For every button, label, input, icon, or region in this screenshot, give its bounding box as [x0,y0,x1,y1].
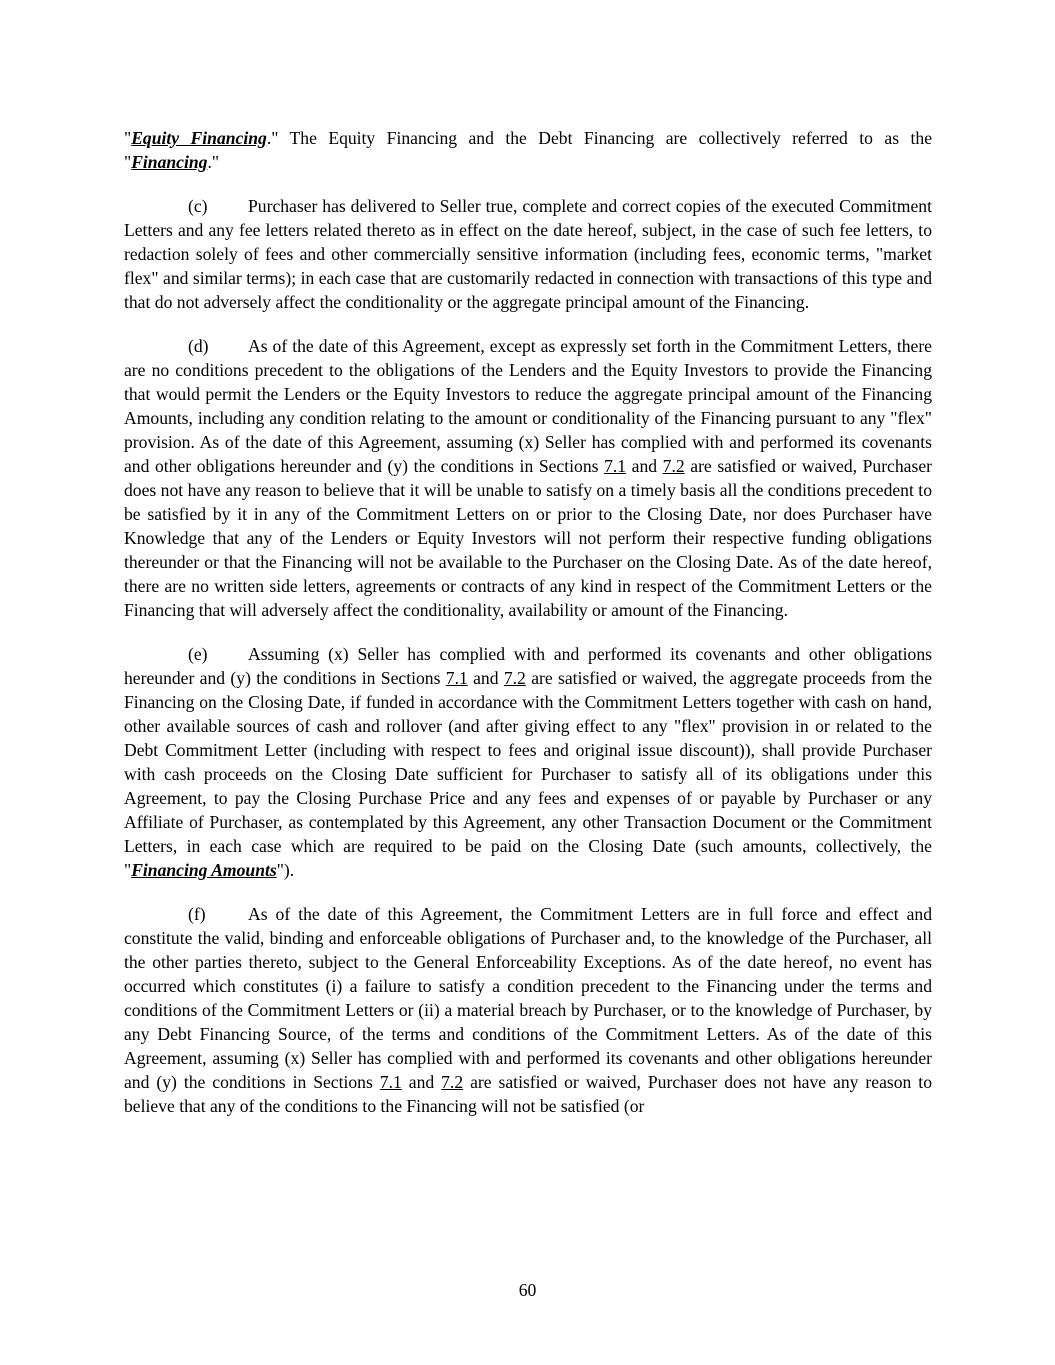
paragraph-label: (d) [188,336,209,356]
section-ref-7-2[interactable]: 7.2 [662,456,685,476]
paragraph-label: (f) [188,904,206,924]
section-ref-7-2[interactable]: 7.2 [503,668,526,688]
paragraph-f [124,902,932,1118]
text-run: and [467,668,504,688]
paragraph-text: Purchaser has delivered to Seller true, complete and correct copies of the executed Commitment Letters and any fee letters related thereto as in effect on the date hereof, subject, in the case of such fee letters, to redaction solely of fees and other commercially sensitive information (including fees, economic terms, "market flex" and similar terms); in each case that are customarily redacted in connection with transactions of this type and that do not adversely affect the conditionality or the aggregate principal amount of the Financing. [124,196,932,312]
section-ref-7-1[interactable]: 7.1 [604,456,627,476]
text-run: Assuming (x) Seller has complied with and performed its covenants and other obligations hereunder and (y) the conditions in Sections [124,644,932,688]
text-run: are satisfied or waived, the aggregate proceeds from the Financing on the Closing Date, if funded in accordance with the Commitment Letters together with cash on hand, other available sources of cash and rollover (and after giving effect to any "flex" provision in or related to the Debt Commitment Letter (including with respect to fees and original issue discount)), shall provide Purchaser with cash proceeds on the Closing Date sufficient for Purchaser to satisfy all of its obligations under this Agreement, to pay the Closing Purchase Price and any fees and expenses of or payable by Purchaser or any Affiliate of Purchaser, as contemplated by this Agreement, any other Transaction Document or the Commitment Letters, in each case which are required to be paid on the Closing Date (such amounts, collectively, the " [124,668,932,880]
text-run: As of the date of this Agreement, the Commitment Letters are in full force and effect and constitute the valid, binding and enforceable obligations of Purchaser and, to the knowledge of the Purchaser, all the other parties thereto, subject to the General Enforceability Exceptions. As of the date hereof, no event has occurred which constitutes (i) a failure to satisfy a condition precedent to the Financing under the terms and conditions of the Commitment Letters or (ii) a material breach by Purchaser, or to the knowledge of Purchaser, by any Debt Financing Source, of the terms and conditions of the Commitment Letters. As of the date of this Agreement, assuming (x) Seller has complied with and performed its covenants and other obligations hereunder and (y) the conditions in Sections [124,904,932,1092]
section-ref-7-1[interactable]: 7.1 [445,668,468,688]
text-run: and [626,456,663,476]
defined-term-financing-amounts: Financing Amounts [131,860,277,880]
page-number: 60 [518,1280,537,1300]
paragraph-c [124,194,932,314]
text-run: ." [207,152,220,172]
paragraph-label: (c) [188,196,208,216]
paragraph-label: (e) [188,644,208,664]
text-run: are satisfied or waived, Purchaser does not have any reason to believe that it will be unable to satisfy on a timely basis all the conditions precedent to be satisfied by it in any of the Commitment Letters on or prior to the Closing Date, nor does Purchaser have Knowledge that any of the Lenders or Equity Investors will not perform their respective funding obligations thereunder or that the Financing will not be available to the Purchaser on the Closing Date. As of the date hereof, there are no written side letters, agreements or contracts of any kind in respect of the Commitment Letters or the Financing that will adversely affect the conditionality, availability or amount of the Financing. [124,456,932,620]
defined-term-equity-financing: Equity Financing [131,128,267,148]
text-run: "). [276,860,295,880]
defined-term-financing: Financing [131,152,208,172]
text-run: As of the date of this Agreement, except as expressly set forth in the Commitment Letters, there are no conditions precedent to the obligations of the Lenders and the Equity Investors to provide the Financing that would permit the Lenders or the Equity Investors to reduce the aggregate principal amount of the Financing Amounts, including any condition relating to the amount or conditionality of the Financing pursuant to any "flex" provision. As of the date of this Agreement, assuming (x) Seller has complied with and performed its covenants and other obligations hereunder and (y) the conditions in Sections [124,336,932,476]
paragraph-intro [124,126,932,174]
text-run: " [124,128,132,148]
section-ref-7-1[interactable]: 7.1 [379,1072,402,1092]
paragraph-e [124,642,932,882]
text-run: ." The Equity Financing and the Debt Financing are collectively referred to as the " [124,128,932,172]
body-text [124,126,932,1138]
section-ref-7-2[interactable]: 7.2 [441,1072,464,1092]
text-run: and [401,1072,442,1092]
text-run: are satisfied or waived, Purchaser does not have any reason to believe that any of the conditions to the Financing will not be satisfied (or [124,1072,932,1116]
paragraph-d [124,334,932,622]
